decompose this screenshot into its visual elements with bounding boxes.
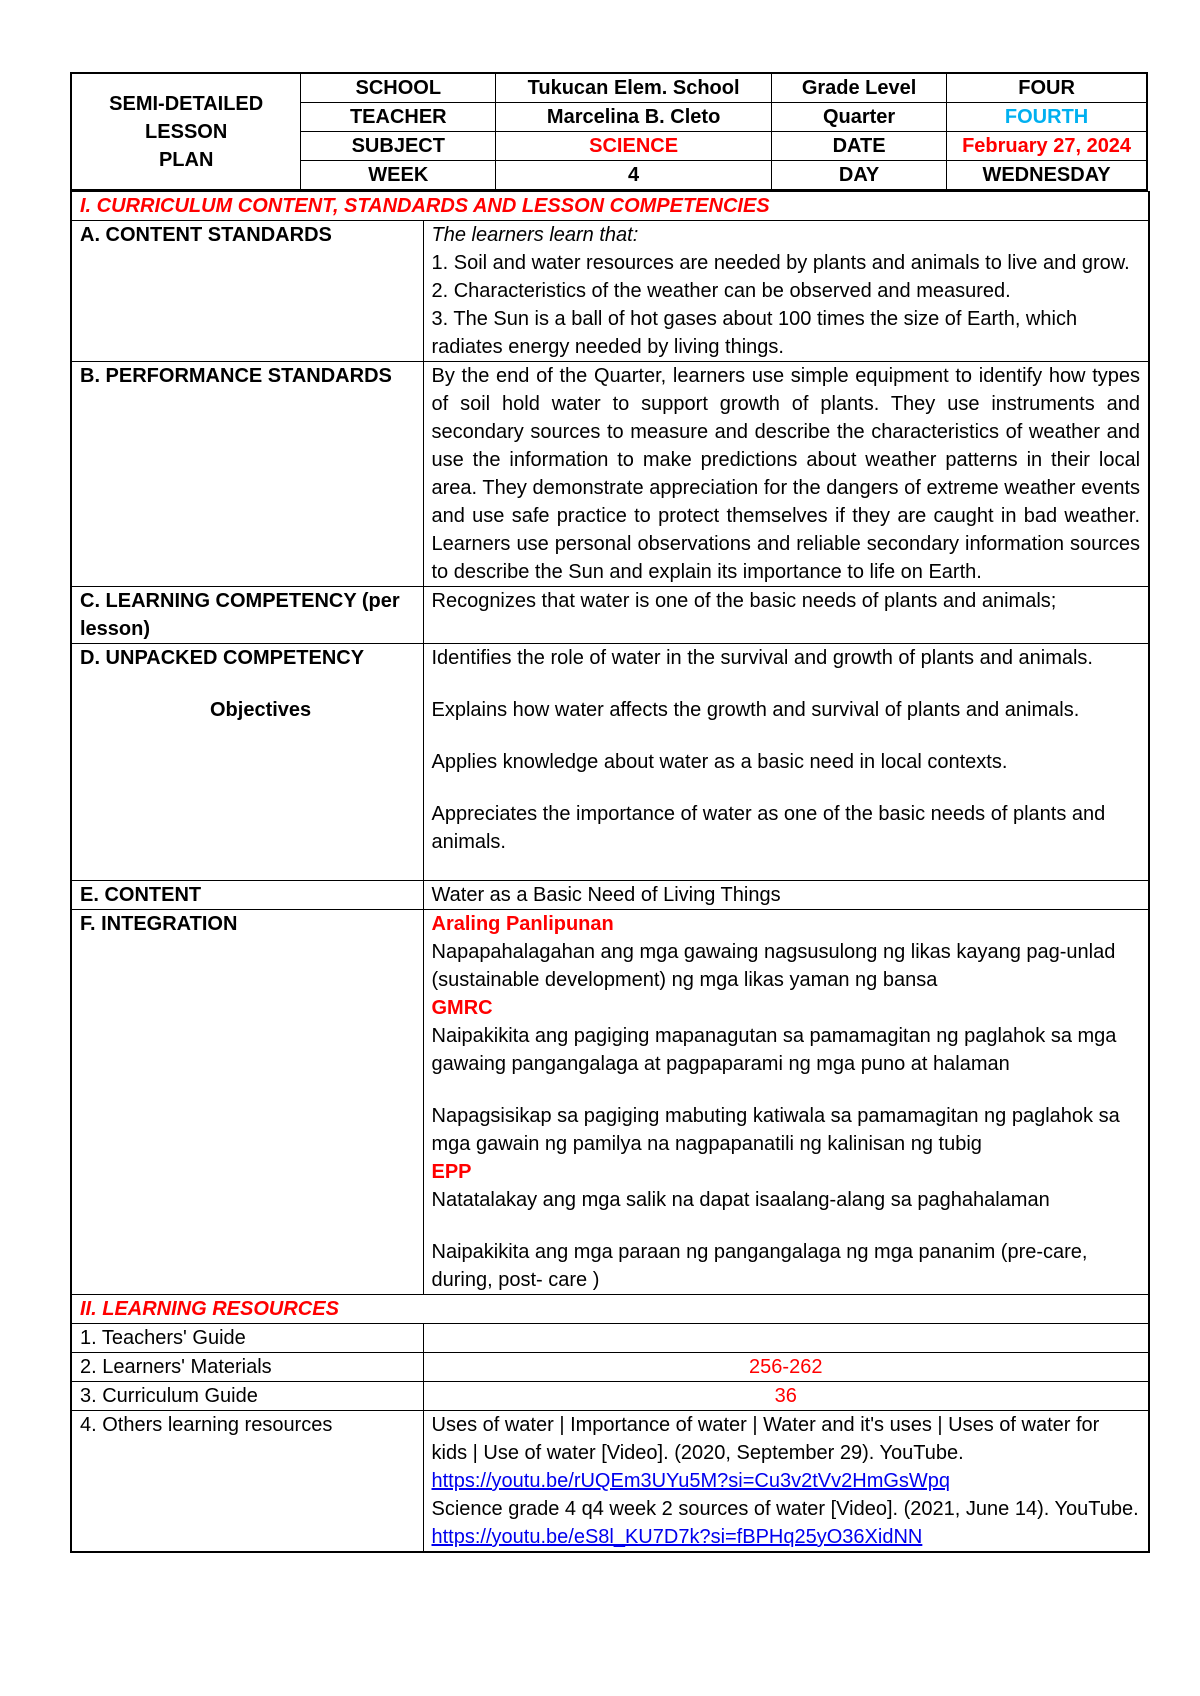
content-standard-item: 1. Soil and water resources are needed by plants and animals to live and grow. bbox=[431, 252, 1130, 274]
objective-item: Explains how water affects the growth and survival of plants and animals. bbox=[431, 699, 1080, 721]
grade-level-label: Grade Level bbox=[772, 73, 947, 103]
header-table bbox=[70, 72, 1148, 191]
resource-reference-1: Uses of water | Importance of water | Water and it's uses | Uses of water for kids | Use of water [Video]. (2020, September 29). YouTube. bbox=[431, 1414, 1100, 1464]
day-label: DAY bbox=[772, 161, 947, 191]
title-line-1: SEMI-DETAILED bbox=[109, 92, 264, 115]
objective-item: Applies knowledge about water as a basic need in local contexts. bbox=[431, 751, 1008, 773]
gmrc-text: Naipakikita ang pagiging mapanagutan sa pamamagitan ng paglahok sa mga gawaing pangangalaga at pagpaparami ng mga puno at halaman bbox=[431, 1025, 1117, 1075]
subject-label: SUBJECT bbox=[301, 132, 496, 161]
school-label: SCHOOL bbox=[301, 73, 496, 103]
content-standard-item: 2. Characteristics of the weather can be observed and measured. bbox=[431, 280, 1011, 302]
quarter-label: Quarter bbox=[772, 103, 947, 132]
teachers-guide-value bbox=[423, 1324, 1149, 1353]
gmrc-title: GMRC bbox=[431, 997, 493, 1019]
epp-text: Natatalakay ang mga salik na dapat isaalang-alang sa paghahalaman bbox=[431, 1189, 1050, 1211]
curriculum-guide-value: 36 bbox=[423, 1382, 1149, 1411]
epp-text: Naipakikita ang mga paraan ng pangangalaga ng mga pananim (pre-care, during, post- care ) bbox=[431, 1241, 1088, 1291]
school-value: Tukucan Elem. School bbox=[496, 73, 772, 103]
integration-cell bbox=[423, 910, 1149, 1295]
week-label: WEEK bbox=[301, 161, 496, 191]
body-table bbox=[70, 191, 1150, 1553]
week-value: 4 bbox=[496, 161, 772, 191]
content-standards-intro: The learners learn that: bbox=[431, 224, 639, 246]
day-value: WEDNESDAY bbox=[947, 161, 1147, 191]
learning-competency-text: Recognizes that water is one of the basic needs of plants and animals; bbox=[423, 587, 1149, 644]
content-standards-label: A. CONTENT STANDARDS bbox=[71, 221, 423, 362]
section-2-heading: II. LEARNING RESOURCES bbox=[71, 1295, 1149, 1324]
learners-materials-value: 256-262 bbox=[423, 1353, 1149, 1382]
date-value: February 27, 2024 bbox=[947, 132, 1147, 161]
subject-value: SCIENCE bbox=[496, 132, 772, 161]
learning-competency-label: C. LEARNING COMPETENCY (per lesson) bbox=[71, 587, 423, 644]
content-text: Water as a Basic Need of Living Things bbox=[423, 881, 1149, 910]
quarter-value: FOURTH bbox=[947, 103, 1147, 132]
teacher-label: TEACHER bbox=[301, 103, 496, 132]
lesson-plan-title bbox=[71, 73, 301, 190]
resource-link-2[interactable]: https://youtu.be/eS8l_KU7D7k?si=fBPHq25yO36XidNN bbox=[431, 1526, 923, 1548]
performance-standards-text: By the end of the Quarter, learners use simple equipment to identify how types of soil hold water to support growth of plants. They use instruments and secondary sources to measure and describe the characteristics of weather and use the information to make predictions about weather patterns in their local area. They demonstrate appreciation for the dangers of extreme weather events and use safe practice to protect themselves if they are caught in bad weather. Learners use personal observations and reliable secondary information sources to describe the Sun and explain its importance to life on Earth. bbox=[423, 362, 1149, 587]
title-line-3: PLAN bbox=[158, 148, 214, 171]
resource-link-1[interactable]: https://youtu.be/rUQEm3UYu5M?si=Cu3v2tVv2HmGsWpq bbox=[431, 1470, 951, 1492]
objective-item: Appreciates the importance of water as one of the basic needs of plants and animals. bbox=[431, 803, 1106, 853]
curriculum-guide-label: 3. Curriculum Guide bbox=[71, 1382, 423, 1411]
grade-level-value: FOUR bbox=[947, 73, 1147, 103]
other-resources-label: 4. Others learning resources bbox=[71, 1411, 423, 1553]
gmrc-text: Napagsisikap sa pagiging mabuting katiwala sa pamamagitan ng paglahok sa mga gawain ng pamilya na nagpapanatili ng kalinisan ng tubig bbox=[431, 1105, 1120, 1155]
epp-title: EPP bbox=[431, 1161, 472, 1183]
integration-label: F. INTEGRATION bbox=[71, 910, 423, 1295]
section-1-heading: I. CURRICULUM CONTENT, STANDARDS AND LESSON COMPETENCIES bbox=[71, 192, 1149, 221]
date-label: DATE bbox=[772, 132, 947, 161]
unpacked-competency-label-cell bbox=[71, 644, 423, 881]
content-standard-item: 3. The Sun is a ball of hot gases about 100 times the size of Earth, which radiates energy needed by living things. bbox=[431, 308, 1078, 358]
unpacked-competency-label: D. UNPACKED COMPETENCY bbox=[80, 647, 365, 669]
other-resources-cell bbox=[423, 1411, 1149, 1553]
araling-panlipunan-title: Araling Panlipunan bbox=[431, 913, 614, 935]
teachers-guide-label: 1. Teachers' Guide bbox=[71, 1324, 423, 1353]
objectives-cell bbox=[423, 644, 1149, 881]
content-standards-cell bbox=[423, 221, 1149, 362]
araling-panlipunan-text: Napapahalagahan ang mga gawaing nagsusulong ng likas kayang pag-unlad (sustainable development) ng mga likas yaman ng bansa bbox=[431, 941, 1116, 991]
lesson-plan-page bbox=[70, 72, 1148, 1553]
objectives-label: Objectives bbox=[210, 699, 312, 721]
resource-reference-2: Science grade 4 q4 week 2 sources of water [Video]. (2021, June 14). YouTube. bbox=[431, 1498, 1139, 1520]
title-line-2: LESSON bbox=[145, 120, 228, 143]
content-label: E. CONTENT bbox=[71, 881, 423, 910]
performance-standards-label: B. PERFORMANCE STANDARDS bbox=[71, 362, 423, 587]
learners-materials-label: 2. Learners' Materials bbox=[71, 1353, 423, 1382]
objective-item: Identifies the role of water in the survival and growth of plants and animals. bbox=[431, 647, 1093, 669]
teacher-value: Marcelina B. Cleto bbox=[496, 103, 772, 132]
